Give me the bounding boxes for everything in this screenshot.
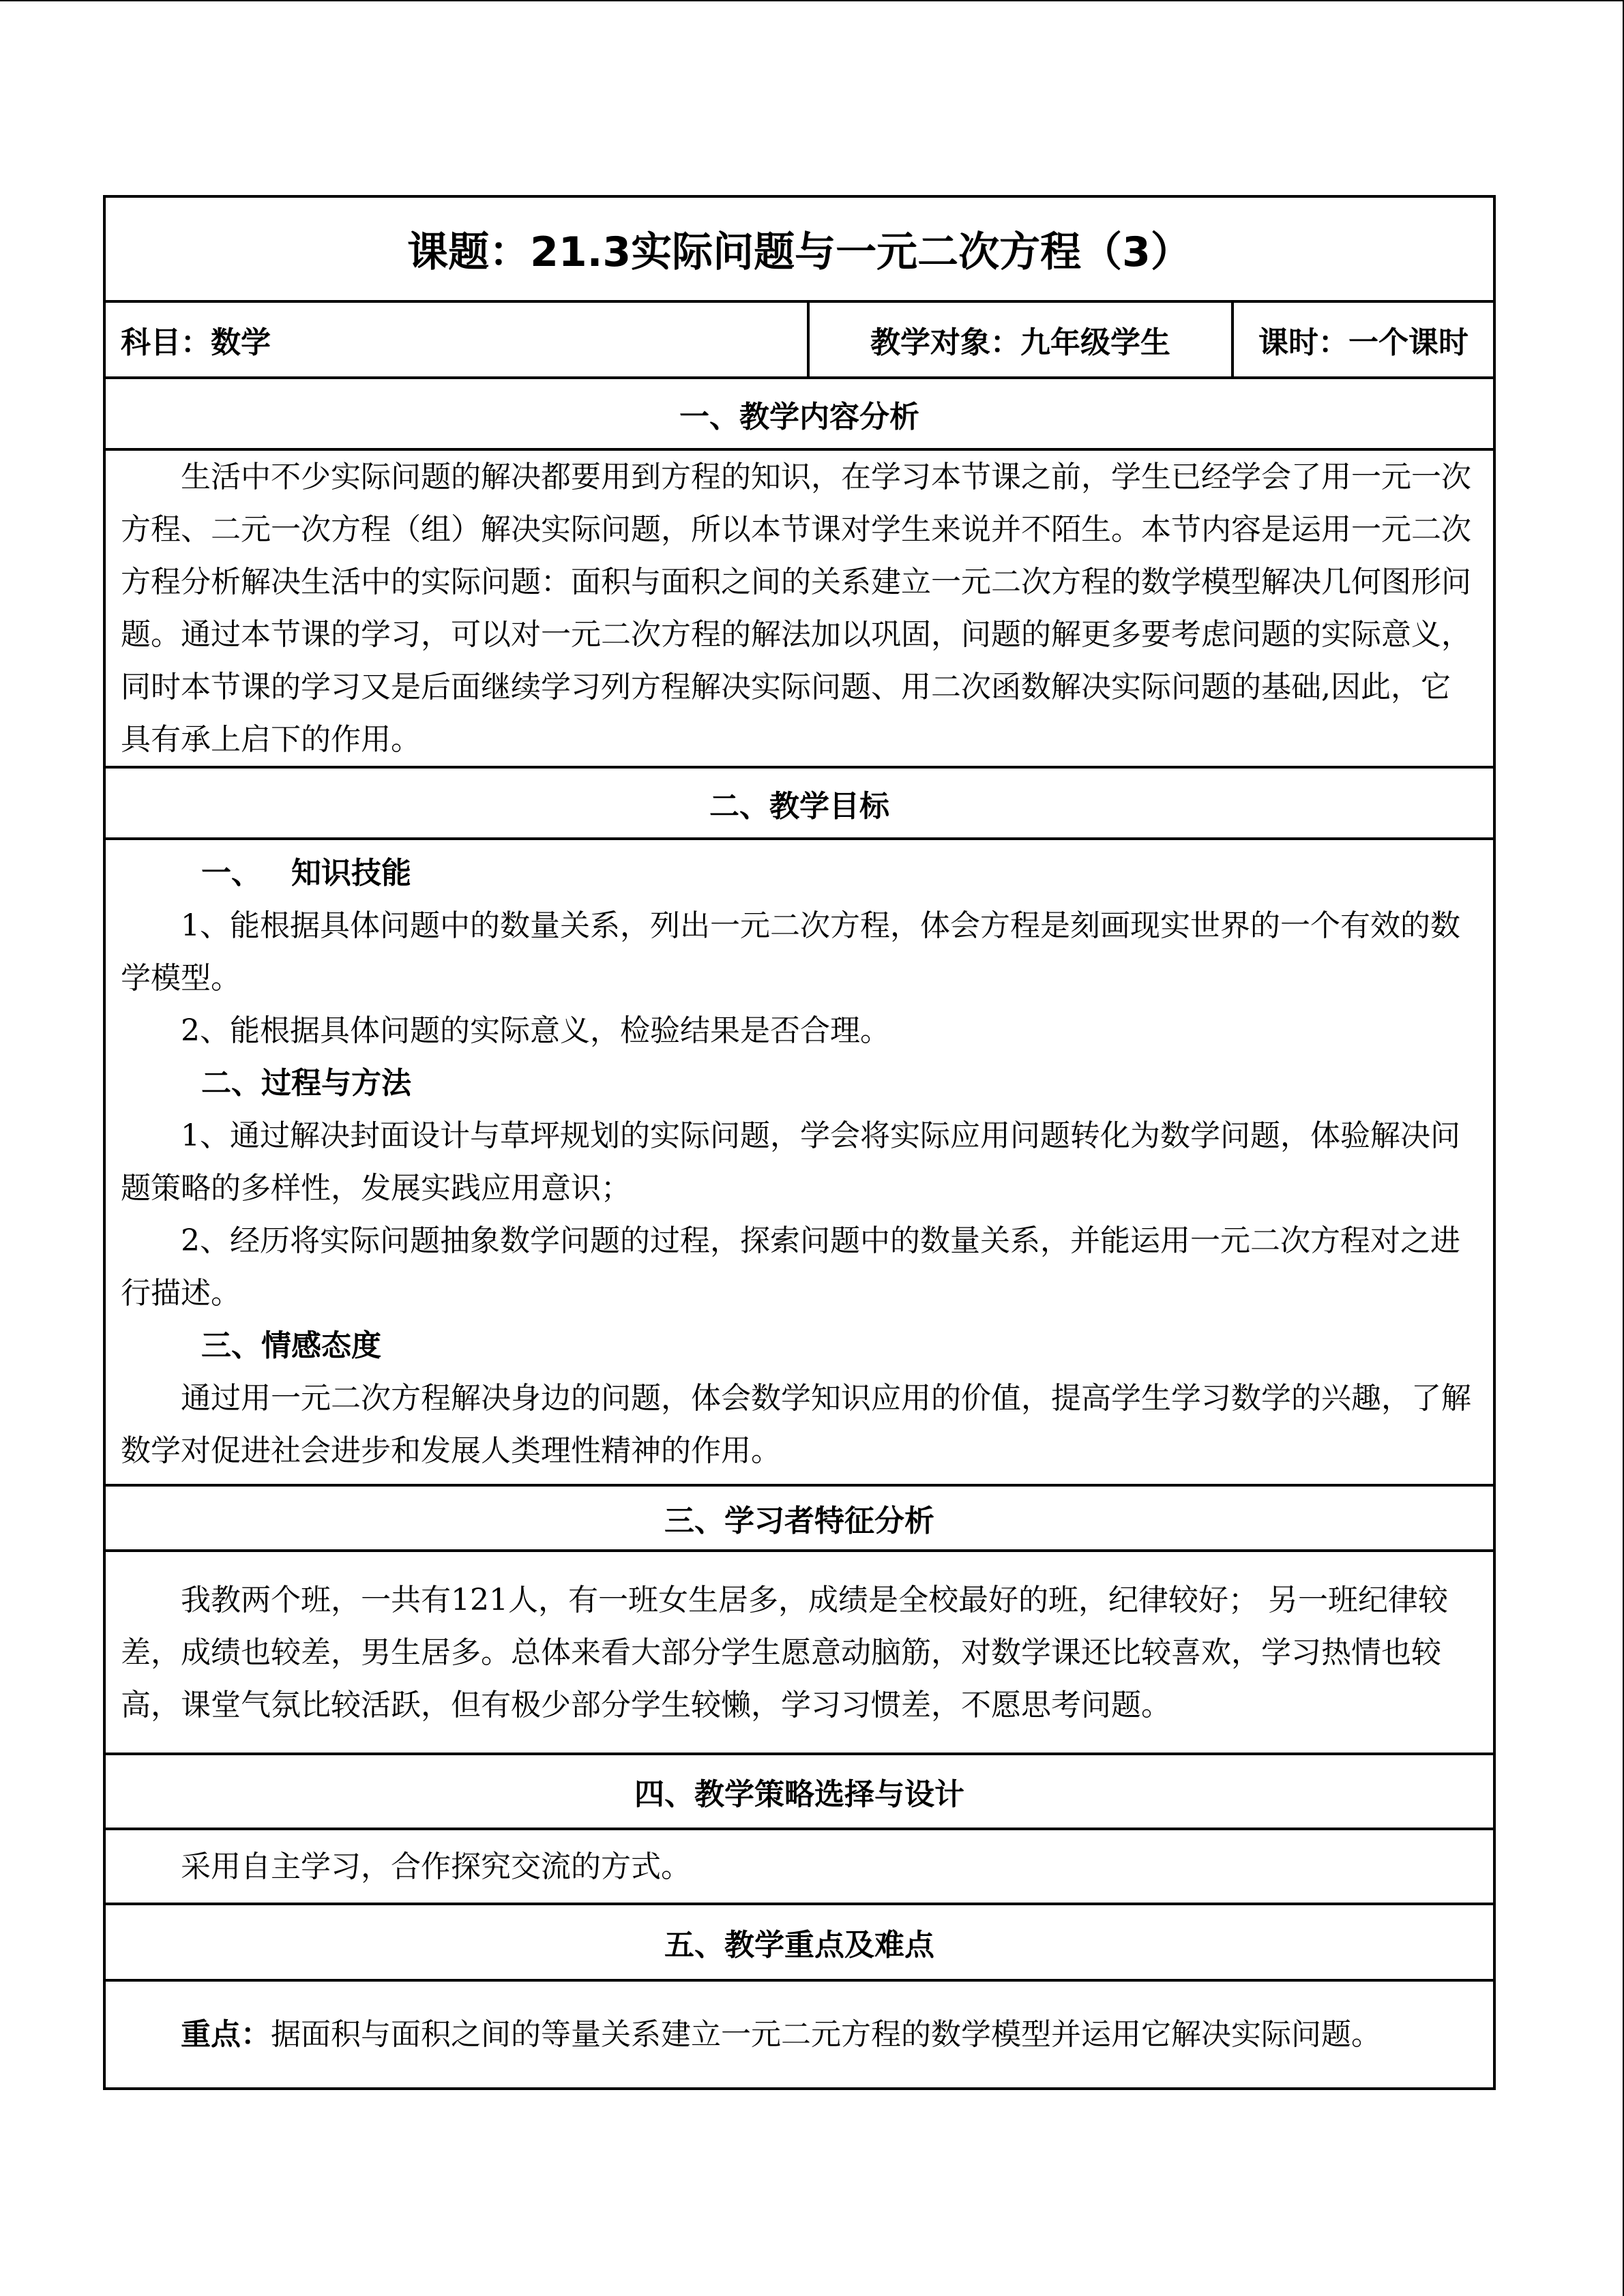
section2-heading-row <box>104 767 1494 839</box>
section4-heading-row <box>104 1754 1494 1829</box>
section1-heading-row <box>104 378 1494 449</box>
learner-analysis-body <box>104 1551 1494 1754</box>
attitude-text: 通过用一元二次方程解决身边的问题，体会数学知识应用的价值，提高学生学习数学的兴趣，了解数学对促进社会进步和发展人类理性精神的作用。 <box>121 1381 1471 1468</box>
strategy-body <box>104 1829 1494 1904</box>
learner-analysis-text: 我教两个班，一共有121人，有一班女生居多，成绩是全校最好的班，纪律较好； 另一班纪律较差，成绩也较差，男生居多。总体来看大部分学生愿意动脑筋，对数学课还比较喜欢，学习热情也较高，课堂气氛比较活跃，但有极少部分学生较懒，学习习惯差，不愿思考问题。 <box>121 1582 1448 1723</box>
knowledge-skills-heading <box>121 847 1478 899</box>
meta-row <box>104 301 1494 378</box>
process-methods-heading: 二、过程与方法 <box>201 1066 411 1101</box>
content-analysis-text: 生活中不少实际问题的解决都要用到方程的知识，在学习本节课之前，学生已经学会了用一元一次方程、二元一次方程（组）解决实际问题，所以本节课对学生来说并不陌生。本节内容是运用一元二次方程分析解决生活中的实际问题：面积与面积之间的关系建立一元二次方程的数学模型解决几何图形问题。通过本节课的学习，可以对一元二次方程的解法加以巩固，问题的解更多要考虑问题的实际意义，同时本节课的学习又是后面继续学习列方程解决实际问题、用二次函数解决实际问题的基础,因此，它具有承上启下的作用。 <box>121 460 1471 757</box>
objectives-heading: 二、教学目标 <box>104 767 1494 839</box>
section1-body-row <box>104 449 1494 767</box>
lesson-plan-table <box>103 195 1496 2090</box>
page-top-border <box>0 0 1624 1</box>
strategy-heading: 四、教学策略选择与设计 <box>104 1754 1494 1829</box>
knowledge-skills-number: 一、 <box>201 856 261 891</box>
strategy-text: 采用自主学习，合作探究交流的方式。 <box>181 1849 691 1884</box>
key-points-content: 据面积与面积之间的等量关系建立一元二元方程的数学模型并运用它解决实际问题。 <box>271 2017 1381 2052</box>
learner-analysis-heading: 三、学习者特征分析 <box>104 1485 1494 1551</box>
process-methods-item-2: 2、经历将实际问题抽象数学问题的过程，探索问题中的数量关系，并能运用一元二次方程对之进行描述。 <box>121 1223 1460 1311</box>
key-points-label: 重点： <box>181 2017 271 2052</box>
knowledge-skills-title: 知识技能 <box>291 856 411 891</box>
content-analysis-heading: 一、教学内容分析 <box>104 378 1494 449</box>
section5-body-row <box>104 1980 1494 2089</box>
key-points-heading: 五、教学重点及难点 <box>104 1904 1494 1980</box>
lesson-title: 课题：21.3实际问题与一元二次方程（3） <box>104 196 1494 301</box>
section2-body-row <box>104 839 1494 1485</box>
knowledge-skills-item-1: 1、能根据具体问题中的数量关系，列出一元二次方程，体会方程是刻画现实世界的一个有效的数学模型。 <box>121 908 1460 996</box>
subject-cell: 科目：数学 <box>104 301 808 378</box>
key-points-text <box>121 2008 1478 2061</box>
process-methods-item-1: 1、通过解决封面设计与草坪规划的实际问题，学会将实际应用问题转化为数学问题，体验解决问题策略的多样性，发展实践应用意识； <box>121 1118 1460 1206</box>
knowledge-skills-item-2: 2、能根据具体问题的实际意义，检验结果是否合理。 <box>181 1013 890 1048</box>
periods-cell: 课时：一个课时 <box>1232 301 1494 378</box>
objectives-body <box>104 839 1494 1485</box>
title-row <box>104 196 1494 301</box>
section3-heading-row <box>104 1485 1494 1551</box>
audience-cell: 教学对象：九年级学生 <box>808 301 1232 378</box>
attitude-heading: 三、情感态度 <box>201 1328 381 1363</box>
section5-heading-row <box>104 1904 1494 1980</box>
key-points-body <box>104 1980 1494 2089</box>
section3-body-row <box>104 1551 1494 1754</box>
content-analysis-body <box>104 449 1494 767</box>
section4-body-row <box>104 1829 1494 1904</box>
